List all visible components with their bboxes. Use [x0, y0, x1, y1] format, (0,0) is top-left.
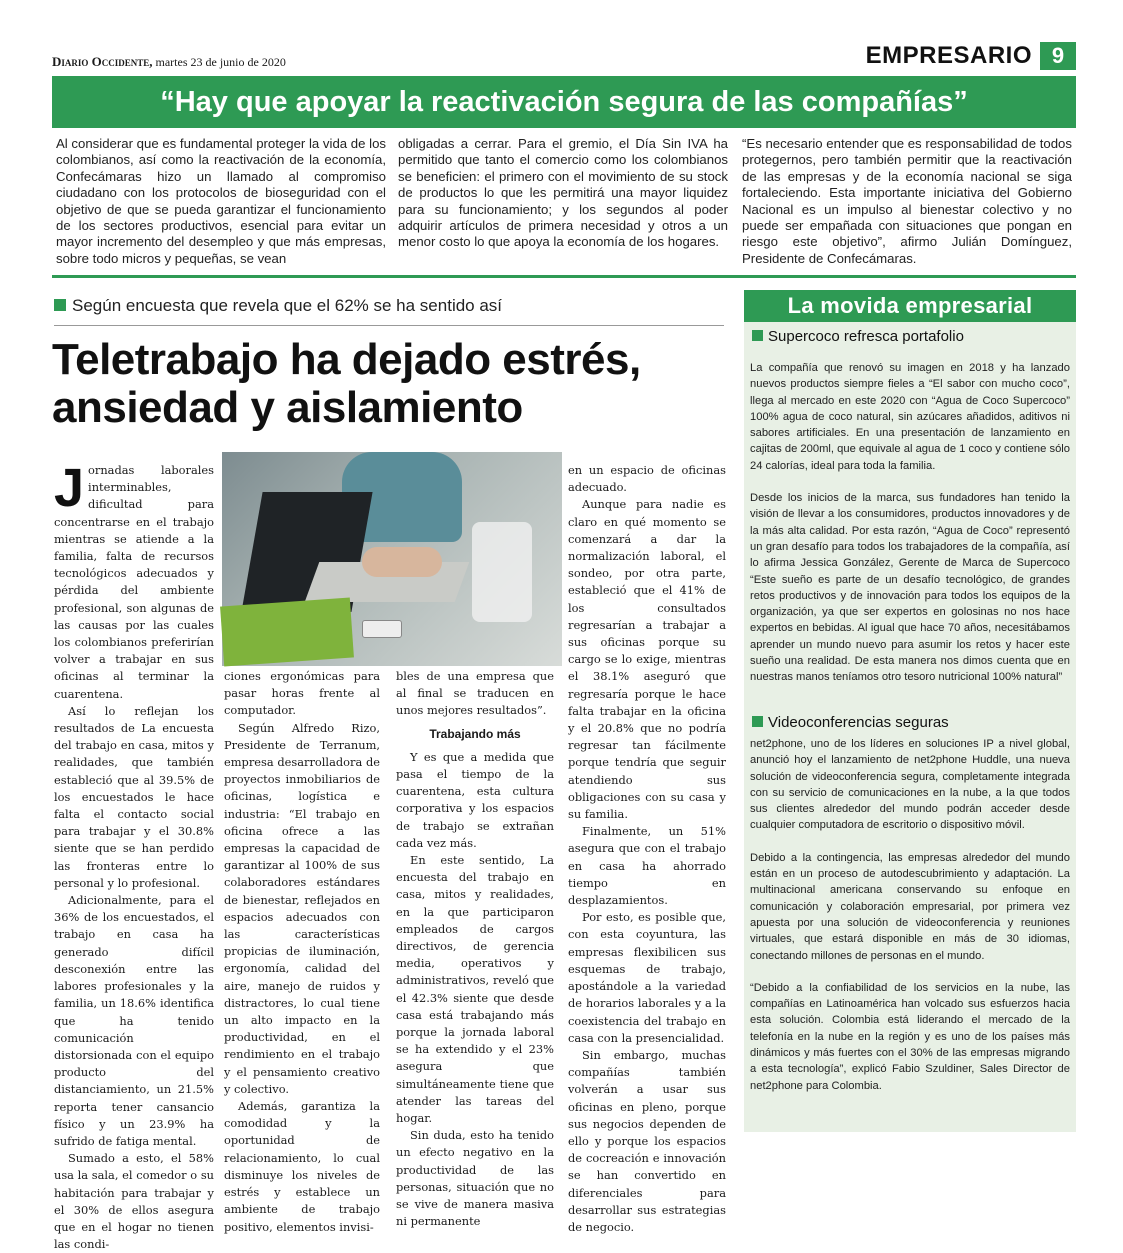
article-paragraph: Sin duda, esto ha tenido un efecto negativo en la productividad de las personas, situación que no se vive de manera masiva ni permanente [396, 1128, 554, 1229]
article-column-1 [54, 458, 214, 1252]
article-paragraph: en un espacio de oficinas adecuado. [568, 463, 726, 495]
sidebar-paragraph: “Debido a la confiabilidad de los servicios en la nube, las compañías en Latinoamérica han volcado sus esfuerzos hacia esta solución. Colombia está liderando el mercado de la telefonía en la nube en la región y es uno de los países más dinámicos y más fuertes con el 30% de las empresas migrando a esta tecnología”, explicó Fabio Szuldiner, Sales Director de net2phone para Colombia. [750, 981, 1070, 1092]
article-column-2 [224, 668, 380, 1234]
article-paragraph: Sumado a esto, el 58% usa la sala, el comedor o su habitación para trabajar y el 30% de ellos asegura que en el hogar no tienen las condi- [54, 1151, 214, 1252]
sidebar-item-body [750, 360, 1070, 702]
article-photo [222, 452, 562, 666]
issue-date: martes 23 de junio de 2020 [155, 55, 286, 69]
article-column-4 [568, 462, 726, 1234]
sidebar-title: La movida empresarial [744, 290, 1076, 322]
section-name: EMPRESARIO [865, 42, 1032, 69]
article-subheading: Trabajando más [429, 726, 521, 741]
article-paragraph: Adicionalmente, para el 36% de los encuestados, el trabajo en casa ha generado difícil desconexión entre las labores profesionales y la familia, un 18.6% identifica que ha tenido comunicación distorsionada con el equipo producto del distanciamiento, un 21.5% reporta tener cansancio físico y un 23.9% ha sufrido de fatiga mental. [54, 893, 214, 1148]
article-paragraph: Jornadas laborales interminables, dificultad para concentrarse en el trabajo mientras se atiende a la familia, falta de recursos tecnológicos adecuados y pérdida del ambiente profesional, son algunas de las causas por las cuales los colombianos preferirían volver a trabajar en sus oficinas al terminar la cuarentena. [54, 458, 214, 701]
sidebar-item-body [750, 736, 1070, 1110]
article-headline [52, 336, 732, 432]
article-paragraph: Además, garantiza la comodidad y la oportunidad de relacionamiento, lo cual disminuye los niveles de estrés y establece un ambiente de trabajo positivo, elementos invisi- [224, 1099, 380, 1234]
article-column-3 [396, 668, 554, 1229]
intro-column-1: Al considerar que es fundamental proteger la vida de los colombianos, así como la reactivación de la economía, Confecámaras hizo un llamado al compromiso ciudadano con los protocolos de bioseguridad con el objetivo de que se pueda garantizar el funcionamiento de los sectores productivos, esencial para evitar un mayor incremento del desempleo y que más empresas, sobre todo micros y pequeñas, se vean [56, 136, 386, 266]
headline-line-2: ansiedad y aislamiento [52, 383, 523, 432]
article-paragraph: Aunque para nadie es claro en qué momento se comenzará a dar la normalización laboral, el sondeo, por otra parte, estableció que el 41% de los consultados regresarían a trabajar a sus oficinas porque su cargo se lo exige, mientras el 38.1% aseguró que regresaría porque le hace falta trabajar en la oficina y el 20.8% que no podría regresar tan fácilmente porque tendría que seguir atendiendo sus obligaciones con su casa y su familia. [568, 497, 726, 822]
article-kicker [54, 296, 724, 326]
drop-cap: J [54, 458, 85, 518]
page-header [52, 38, 1076, 72]
sidebar-paragraph: La compañía que renovó su imagen en 2018 y ha lanzado nuevos productos siempre fieles a “El sabor con mucho coco”, llega al mercado en este 2020 con “Agua de Coco Supercoco” 100% agua de coco natural, sin azúcares añadidos, aditivos ni sabores artificiales. En una presentación de lanzamiento en cajitas de 200ml, que equivale al agua de 1 coco y contiene sólo 24 calorías, ideal para toda la familia. [750, 362, 1070, 472]
kicker-text: Según encuesta que revela que el 62% se ha sentido así [72, 296, 503, 315]
heading-square-icon [752, 330, 763, 341]
sidebar-paragraph: net2phone, uno de los líderes en soluciones IP a nivel global, anunció hoy el lanzamiento de net2phone Huddle, una nueva solución de videoconferencia segura, completamente integrada con su servicio de comunicaciones en la nube, a la que todos sus clientes alrededor del mundo podrán acceder desde cualquier computadora de escritorio o dispositivo móvil. [750, 738, 1070, 832]
heading-square-icon [752, 716, 763, 727]
intro-story [52, 136, 1076, 278]
page-number: 9 [1040, 42, 1076, 70]
sidebar-box [744, 290, 1076, 1132]
article-paragraph: Así lo reflejan los resultados de La encuesta del trabajo en casa, mitos y realidades, que también estableció que al 39.5% de los encuestados le hace falta el contacto social para trabajar y el 30.8% siente que se han perdido las fronteras entre lo personal y lo profesional. [54, 703, 214, 890]
sidebar-item-heading: Videoconferencias seguras [752, 714, 949, 731]
article-paragraph: bles de una empresa que al final se traducen en unos mejores resultados”. [396, 669, 554, 718]
intro-column-2: obligadas a cerrar. Para el gremio, el Día Sin IVA ha permitido que tanto el comercio como los colombianos se beneficien: el primero con el movimiento de su stock de productos lo que les permitirá una mayor liquidez para su funcionamiento; y los segundos al poder adquirir artículos de primera necesidad y otros a un menor costo lo que apoya la economía de los hogares. [398, 136, 728, 250]
photo-water-glass [472, 522, 532, 622]
article-paragraph: Y es que a medida que pasa el tiempo de la cuarentena, esta cultura corporativa y los espacios de trabajo se extrañan cada vez más. [396, 749, 554, 850]
sidebar-paragraph: Desde los inicios de la marca, sus fundadores han tenido la visión de llevar a los consumidores, productos innovadores y de la más alta calidad. Por esta razón, “Agua de Coco” representó un gran desafío para todos los trabajadores de la compañía, así lo afirma Jessica González, Gerente de Marca de Supercoco “Este sueño es parte de un desafío tecnológico, de grandes retos productivos y de innovación para todos los equipos de la organización, ya que ser expertos en golosinas no nos hace expertos en bebidas. Al igual que hace 70 años, necesitábamos aprender un mundo nuevo para asumir los retos y hacer este sueño una realidad. De esta manera nos dimos cuenta que en nuestras manos teníamos otro tesoro nutricional 100% natural” [750, 492, 1070, 684]
article-paragraph: Sin embargo, muchas compañías también volverán a usar sus oficinas en pleno, porque sus negocios dependen de ello y porque los espacios de cocreación e innovación se han convertido en diferenciales para desarrollar sus estrategias de negocio. [568, 1047, 726, 1234]
kicker-square-icon [54, 299, 66, 311]
masthead [52, 54, 286, 70]
sidebar-item-heading: Supercoco refresca portafolio [752, 328, 964, 345]
article-paragraph: En este sentido, La encuesta del trabajo en casa, mitos y realidades, en la que participaron empleados de cargos directivos, de gerencia media, operativos y administrativos, reveló que el 42.3% siente que desde casa está trabajando más porque la jornada laboral se ha extendido y el 23% asegura que simultáneamente tiene que atender las tareas del hogar. [396, 853, 554, 1126]
article-paragraph: Por esto, es posible que, con esta coyuntura, las empresas flexibilicen sus esquemas de trabajo, apostándole a la variedad de horarios laborales y a la coexistencia del trabajo en casa con la presencialidad. [568, 910, 726, 1045]
top-banner-headline: “Hay que apoyar la reactivación segura de las compañías” [52, 76, 1076, 128]
photo-hands [362, 547, 442, 577]
article-paragraph: Según Alfredo Rizo, Presidente de Terranum, empresa desarrolladora de proyectos inmobiliarios de oficinas, logística e industria: “El trabajo en oficina ofrece a las empresas la capacidad de garantizar al 100% de sus colaboradores estándares de bienestar, reflejados en espacios adecuados con las características propicias de iluminación, ergonomía, calidad del aire, manejo de ruidos y distractores, lo cual tiene un alto impacto en la productividad, en el rendimiento en el trabajo y el pensamiento creativo y colectivo. [224, 720, 380, 1096]
photo-notebook [220, 598, 354, 667]
sidebar-paragraph: Debido a la contingencia, las empresas alrededor del mundo están en un proceso de autodescubrimiento y adaptación. La multinacional americana conservando su enfoque en comunicación y colaboración empresarial, por primera vez apuesta por una solución de videoconferencia y reuniones virtuales, que estará disponible en más de 30 idiomas, conectando millones de personas en el mundo. [750, 851, 1070, 962]
article-paragraph: Finalmente, un 51% asegura que con el trabajo en casa ha ahorrado tiempo en desplazamientos. [568, 824, 726, 908]
newspaper-name: Diario Occidente, [52, 54, 153, 69]
intro-column-3: “Es necesario entender que es responsabilidad de todos protegernos, pero también permitir que la reactivación de las empresas y de la economía nacional se siga fortaleciendo. Esta importante iniciativa del Gobierno Nacional es un impulso al bienestar colectivo y no puede ser empañada con situaciones que pongan en riesgo este objetivo”, afirmo Julián Domínguez, Presidente de Confecámaras. [742, 136, 1072, 266]
photo-phone [362, 620, 402, 638]
article-paragraph: ciones ergonómicas para pasar horas frente al computador. [224, 669, 380, 718]
headline-line-1: Teletrabajo ha dejado estrés, [52, 335, 641, 384]
